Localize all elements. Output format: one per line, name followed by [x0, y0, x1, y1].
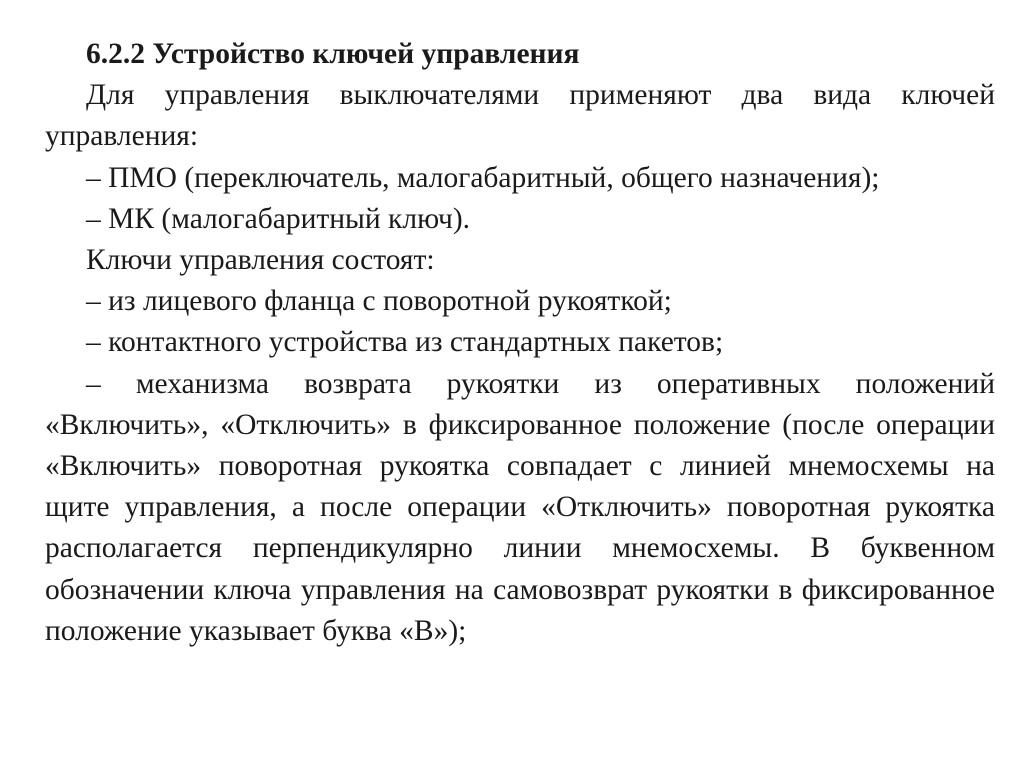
paragraph-composition: Ключи управления состоят: [86, 244, 435, 277]
document-page [45, 34, 995, 652]
list-item-mk: – МК (малогабаритный ключ). [86, 202, 471, 235]
paragraph-intro: Для управления выключателями применяют два вида ключей управления: [45, 79, 995, 153]
list-item-flange: – из лицевого фланца с поворотной рукояткой; [86, 285, 672, 318]
list-item-contact-device: – контактного устройства из стандартных пакетов; [86, 326, 724, 359]
list-item-return-mechanism: – механизма возврата рукоятки из оперативных положений «Включить», «Отключить» в фиксированное положение (после операции «Включить» поворотная рукоятка совпадает с линией мнемосхемы на щите управления, а после операции «Отключить» поворотная рукоятка располагается перпендикулярно линии мнемосхемы. В буквенном обозначении ключа управления на самовозврат рукоятки в фиксированное положение указывает буква «В»); [45, 367, 995, 647]
section-heading: 6.2.2 Устройство ключей управления [86, 38, 580, 70]
list-item-pmo: – ПМО (переключатель, малогабаритный, общего назначения); [86, 161, 880, 194]
